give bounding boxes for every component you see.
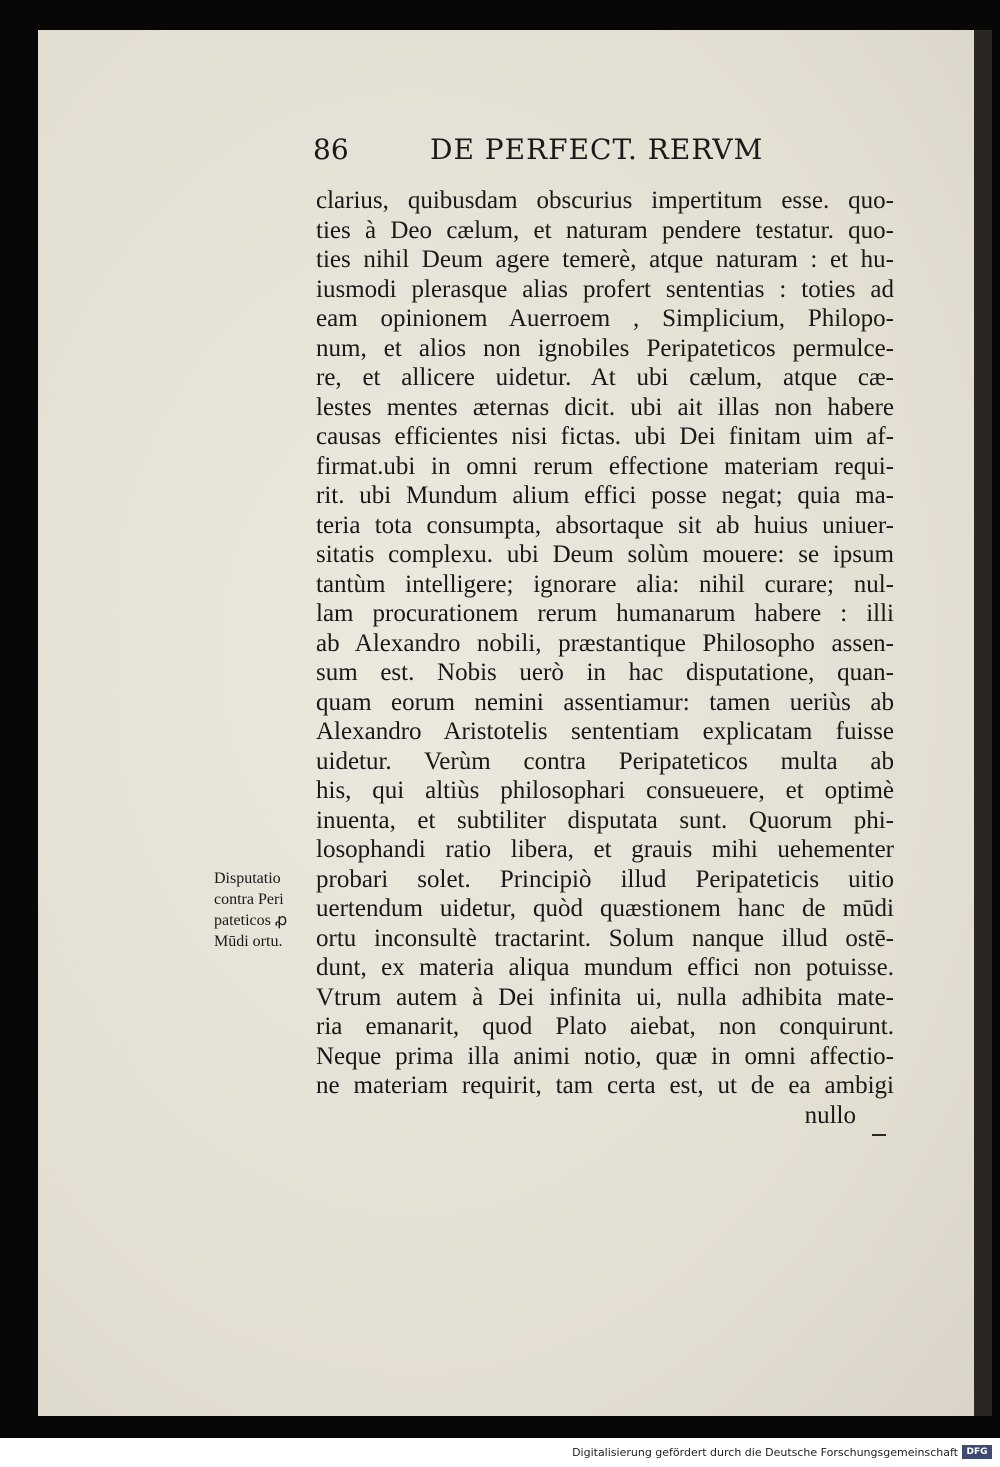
marginal-note-line: pateticos ꝓ (214, 912, 288, 929)
text-line: Vtrum autem à Dei infinita ui, nulla adhibita mate- (316, 983, 894, 1011)
text-line: ne materiam requirit, tam certa est, ut de ea ambigi (316, 1072, 894, 1099)
text-line: dunt, ex materia aliqua mundum effici non potuisse. (316, 954, 894, 981)
text-line: tantùm intelligere; ignorare alia: nihil curare; nul- (316, 570, 894, 598)
marginal-note-line: Mūdi ortu. (214, 933, 283, 950)
text-line: teria tota consumpta, absortaque sit ab huius uniuer- (316, 511, 894, 539)
text-line: iusmodi plerasque alias profert sententias : toties ad (316, 275, 894, 303)
text-line: his, qui altiùs philosophari consueuere, et optimè (316, 777, 894, 804)
text-line: eam opinionem Auerroem , Simplicium, Philopo- (316, 305, 894, 332)
text-line: ties à Deo cælum, et naturam pendere testatur. quo- (316, 216, 894, 244)
footer-bar (0, 1438, 1000, 1467)
text-line: causas efficientes nisi fictas. ubi Dei finitam uim af- (316, 423, 894, 450)
text-line: Neque prima illa animi notio, quæ in omni affectio- (316, 1042, 894, 1070)
text-line: rit. ubi Mundum alium effici posse negat; quia ma- (316, 482, 894, 509)
text-line: ortu inconsultè tractarint. Solum nanque illud ostē- (316, 924, 894, 952)
text-line: losophandi ratio libera, et grauis mihi uehementer (316, 836, 894, 863)
text-line: ria emanarit, quod Plato aiebat, non conquirunt. (316, 1013, 894, 1040)
page-mark (872, 1134, 886, 1136)
text-line: uidetur. Verùm contra Peripateticos multa ab (316, 747, 894, 775)
text-line: clarius, quibusdam obscurius impertitum esse. quo- (316, 187, 894, 214)
text-line: Alexandro Aristotelis sententiam explicatam fuisse (316, 718, 894, 745)
dfg-logo: DFG (962, 1445, 992, 1459)
text-line: re, et allicere uidetur. At ubi cælum, atque cæ- (316, 364, 894, 391)
catchword: nullo (804, 1101, 856, 1129)
page-edge-shadow (974, 30, 992, 1416)
text-line: sitatis complexu. ubi Deum solùm mouere: se ipsum (316, 541, 894, 568)
text-line: lestes mentes æternas dicit. ubi ait illas non habere (316, 393, 894, 421)
text-line: probari solet. Principiò illud Peripateticis uitio (316, 865, 894, 893)
text-line: quam eorum nemini assentiamur: tamen ueriùs ab (316, 688, 894, 716)
text-line: ab Alexandro nobili, præstantique Philosopho assen- (316, 629, 894, 657)
marginal-note-line: contra Peri (214, 891, 284, 908)
marginal-note-line: Disputatio (214, 870, 281, 887)
body-text (316, 186, 894, 1130)
text-line: num, et alios non ignobiles Peripateticos permulce- (316, 334, 894, 362)
text-line: uertendum uidetur, quòd quæstionem hanc de mūdi (316, 895, 894, 922)
text-line: lam procurationem rerum humanarum habere : illi (316, 600, 894, 627)
page-number: 86 (313, 133, 349, 166)
footer-credit: Digitalisierung gefördert durch die Deutsche Forschungsgemeinschaft (572, 1446, 958, 1459)
text-line: inuenta, et subtiliter disputata sunt. Quorum phi- (316, 806, 894, 834)
page-header (310, 133, 780, 173)
running-head: DE PERFECT. RERVM (430, 133, 764, 166)
marginal-note (214, 868, 312, 952)
text-line: firmat.ubi in omni rerum effectione materiam requi- (316, 452, 894, 480)
text-line: sum est. Nobis uerò in hac disputatione, quan- (316, 659, 894, 686)
text-line: ties nihil Deum agere temerè, atque naturam : et hu- (316, 246, 894, 273)
